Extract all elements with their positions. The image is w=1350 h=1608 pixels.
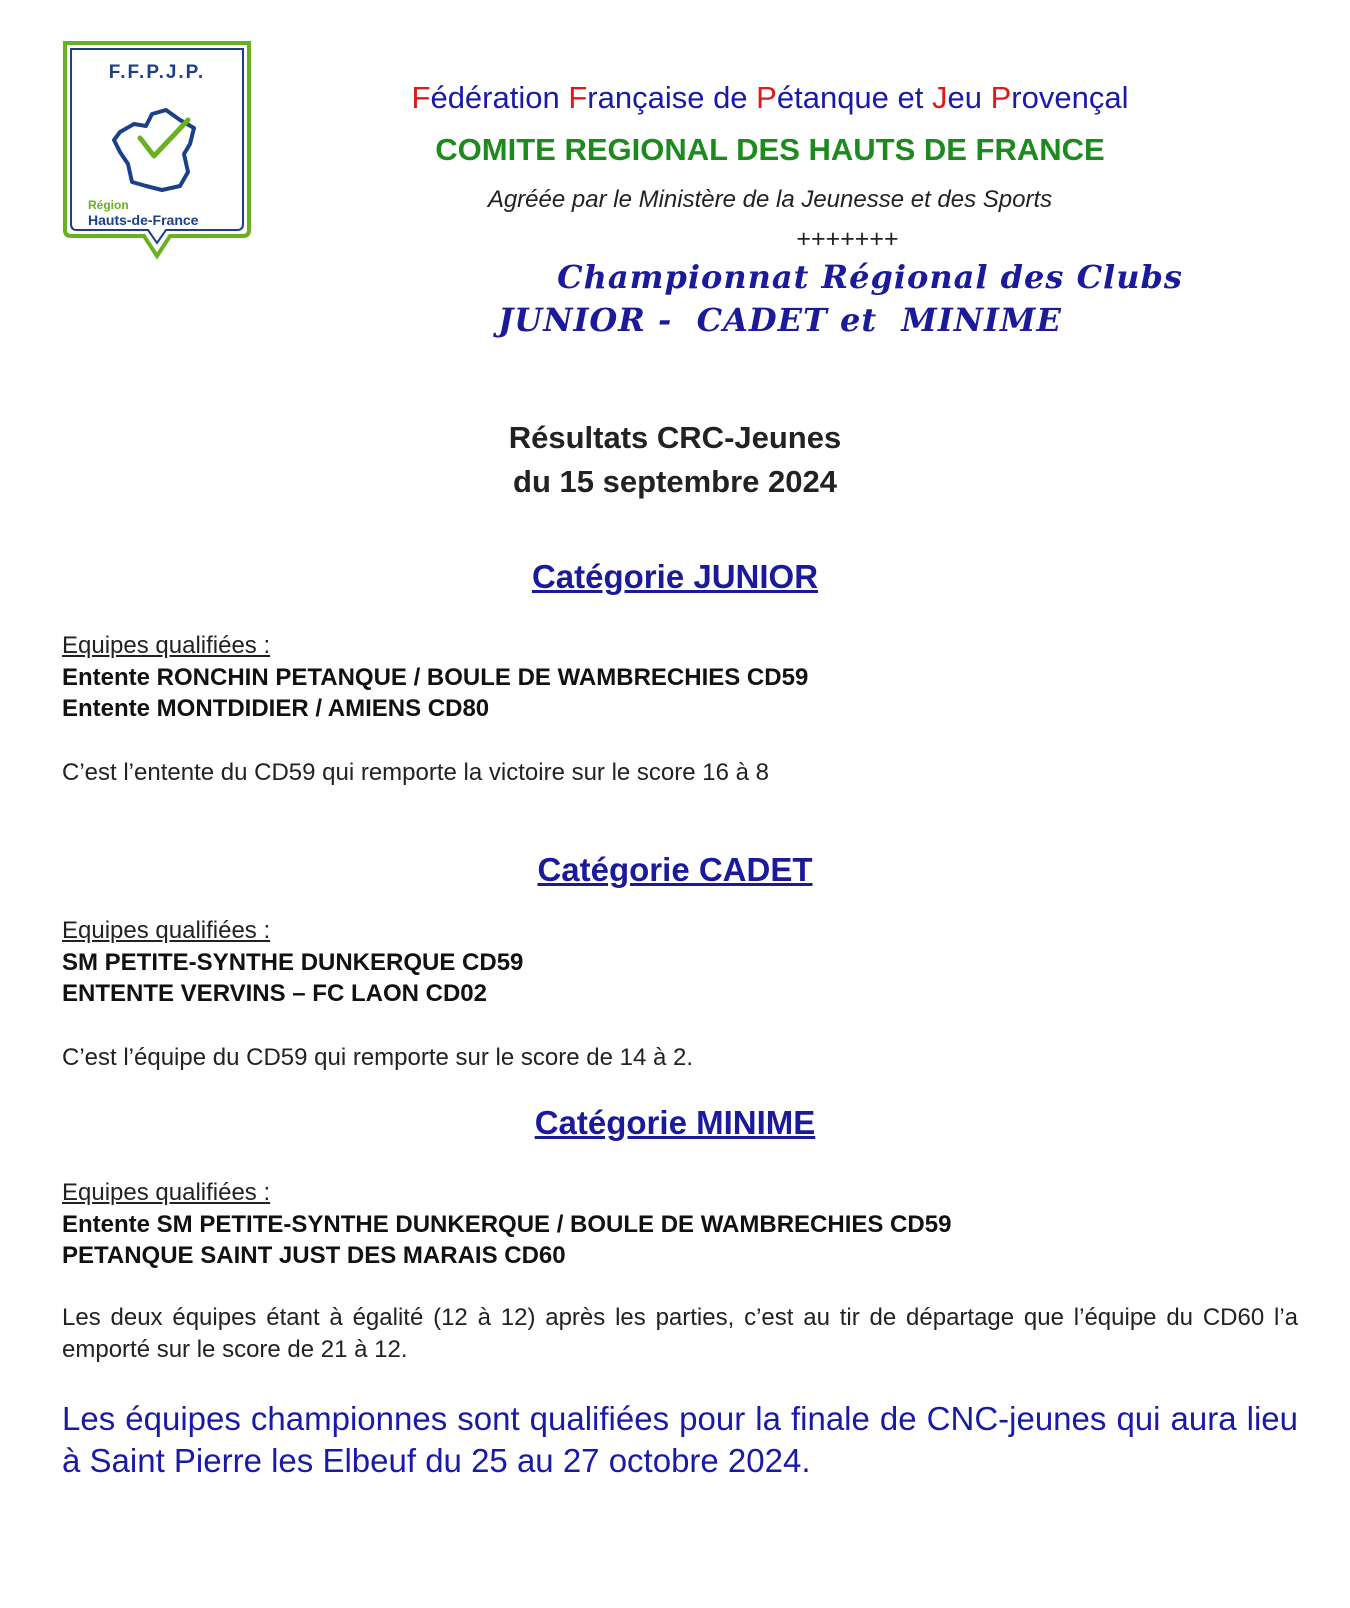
federation-initial: J (932, 80, 948, 115)
team-item: Entente RONCHIN PETANQUE / BOULE DE WAMBRECHIES CD59 (62, 664, 809, 691)
results-title: Résultats CRC-Jeunes (508, 420, 842, 455)
team-item: ENTENTE VERVINS – FC LAON CD02 (62, 980, 487, 1007)
federation-word: édération (430, 80, 569, 115)
team-item: Entente MONTDIDIER / AMIENS CD80 (62, 695, 490, 722)
logo-acronym: F.F.P.J.P. (108, 62, 206, 83)
comite-title: COMITE REGIONAL DES HAUTS DE FRANCE (435, 132, 1105, 167)
final-note: Les équipes championnes sont qualifiées pour la finale de CNC-jeunes qui aura lieu à Saint Pierre les Elbeuf du 25 au 27 octobre 2024. (62, 1400, 1298, 1479)
federation-word: eu (947, 80, 991, 115)
federation-initial: F (411, 80, 431, 115)
championship-title: Championnat Régional des Clubs (557, 258, 1183, 296)
category-result: Les deux équipes étant à égalité (12 à 12) après les parties, c’est au tir de départage que l’équipe du CD60 l’a emporté sur le score de 21 à 12. (62, 1304, 1298, 1363)
team-item: PETANQUE SAINT JUST DES MARAIS CD60 (62, 1242, 566, 1269)
federation-title (340, 80, 1200, 116)
federation-word: rovençal (1011, 80, 1129, 115)
category-minime-title: Catégorie MINIME (534, 1104, 816, 1141)
qualified-label: Equipes qualifiées : (62, 632, 271, 659)
team-item: SM PETITE-SYNTHE DUNKERQUE CD59 (62, 949, 524, 976)
federation-word: rançaise de (587, 80, 757, 115)
championship-subtitle: JUNIOR - CADET et MINIME (498, 301, 1062, 339)
team-item: Entente SM PETITE-SYNTHE DUNKERQUE / BOULE DE WAMBRECHIES CD59 (62, 1211, 952, 1238)
federation-initial: P (756, 80, 777, 115)
separator: +++++++ (796, 225, 899, 253)
category-result: C’est l’entente du CD59 qui remporte la victoire sur le score 16 à 8 (62, 759, 770, 786)
qualified-label: Equipes qualifiées : (62, 1179, 271, 1206)
qualified-label: Equipes qualifiées : (62, 917, 271, 944)
category-cadet-title: Catégorie CADET (537, 851, 813, 888)
results-date: du 15 septembre 2024 (513, 464, 837, 499)
category-junior-title: Catégorie JUNIOR (531, 558, 819, 595)
ffpjp-logo (62, 40, 252, 272)
federation-word: étanque et (776, 80, 932, 115)
category-result: C’est l’équipe du CD59 qui remporte sur le score de 14 à 2. (62, 1044, 694, 1071)
federation-initial: F (568, 80, 588, 115)
agreement-line: Agréée par le Ministère de la Jeunesse et des Sports (487, 186, 1053, 213)
federation-initial: P (990, 80, 1012, 115)
logo-region-small: Région (88, 198, 129, 212)
logo-region-name: Hauts-de-France (88, 212, 199, 228)
